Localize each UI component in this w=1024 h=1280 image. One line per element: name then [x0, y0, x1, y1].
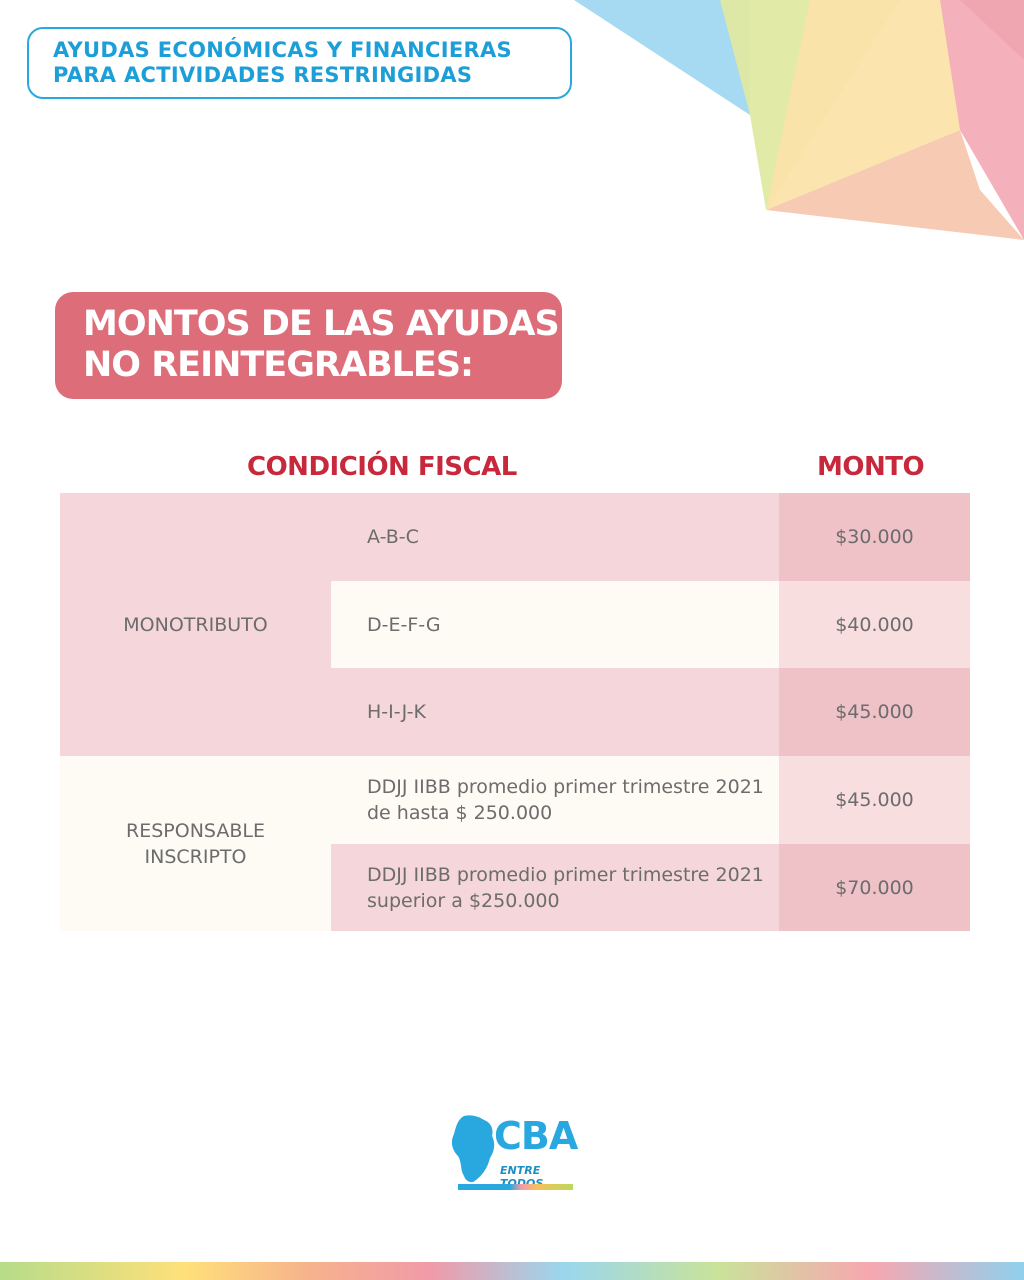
amount-cell — [779, 493, 970, 581]
condition-cell — [331, 668, 779, 756]
condition-label: A-B-C — [367, 526, 419, 548]
logo-sub-text: ENTRE — [500, 1164, 541, 1177]
header-line-2: PARA ACTIVIDADES RESTRINGIDAS — [53, 63, 473, 87]
group-cell-monotributo — [60, 493, 331, 756]
amount-value: $45.000 — [835, 701, 914, 723]
column-header-monto: MONTO — [817, 452, 925, 482]
province-map-icon — [450, 1114, 498, 1184]
condition-cell — [331, 493, 779, 581]
condition-label: H-I-J-K — [367, 701, 426, 723]
group-label-line-2: INSCRIPTO — [144, 845, 247, 868]
logo-color-bar — [458, 1184, 573, 1190]
condition-label-line-1: DDJJ IIBB promedio primer trimestre 2021 — [367, 863, 764, 886]
amount-value: $45.000 — [835, 789, 914, 811]
condition-cell — [331, 844, 779, 931]
cba-logo — [450, 1112, 580, 1194]
amount-value: $30.000 — [835, 526, 914, 548]
amount-cell — [779, 668, 970, 756]
column-header-condicion: CONDICIÓN FISCAL — [247, 452, 517, 482]
amount-value: $70.000 — [835, 876, 914, 899]
group-label-line-1: RESPONSABLE — [126, 819, 265, 842]
condition-label-line-2: de hasta $ 250.000 — [367, 802, 553, 824]
condition-label-line-1: DDJJ IIBB promedio primer trimestre 2021 — [367, 776, 764, 798]
condition-cell — [331, 581, 779, 668]
group-cell-responsable-inscripto — [60, 756, 331, 931]
section-title — [55, 292, 562, 399]
logo-main-text: CBA — [494, 1114, 578, 1158]
group-label: MONOTRIBUTO — [123, 613, 268, 636]
amount-cell — [779, 844, 970, 931]
condition-cell — [331, 756, 779, 844]
bottom-color-strip — [0, 1262, 1024, 1280]
condition-label-line-2: superior a $250.000 — [367, 889, 560, 912]
header-line-1: AYUDAS ECONÓMICAS Y FINANCIERAS — [53, 38, 512, 62]
section-title-line-1: MONTOS DE LAS AYUDAS — [83, 304, 559, 344]
decorative-corner-art — [560, 0, 1024, 250]
amount-cell — [779, 581, 970, 668]
condition-label: D-E-F-G — [367, 613, 441, 636]
section-title-line-2: NO REINTEGRABLES: — [83, 345, 474, 385]
amount-value: $40.000 — [835, 613, 914, 636]
header-banner — [27, 27, 572, 99]
amounts-table — [60, 493, 970, 931]
amount-cell — [779, 756, 970, 844]
